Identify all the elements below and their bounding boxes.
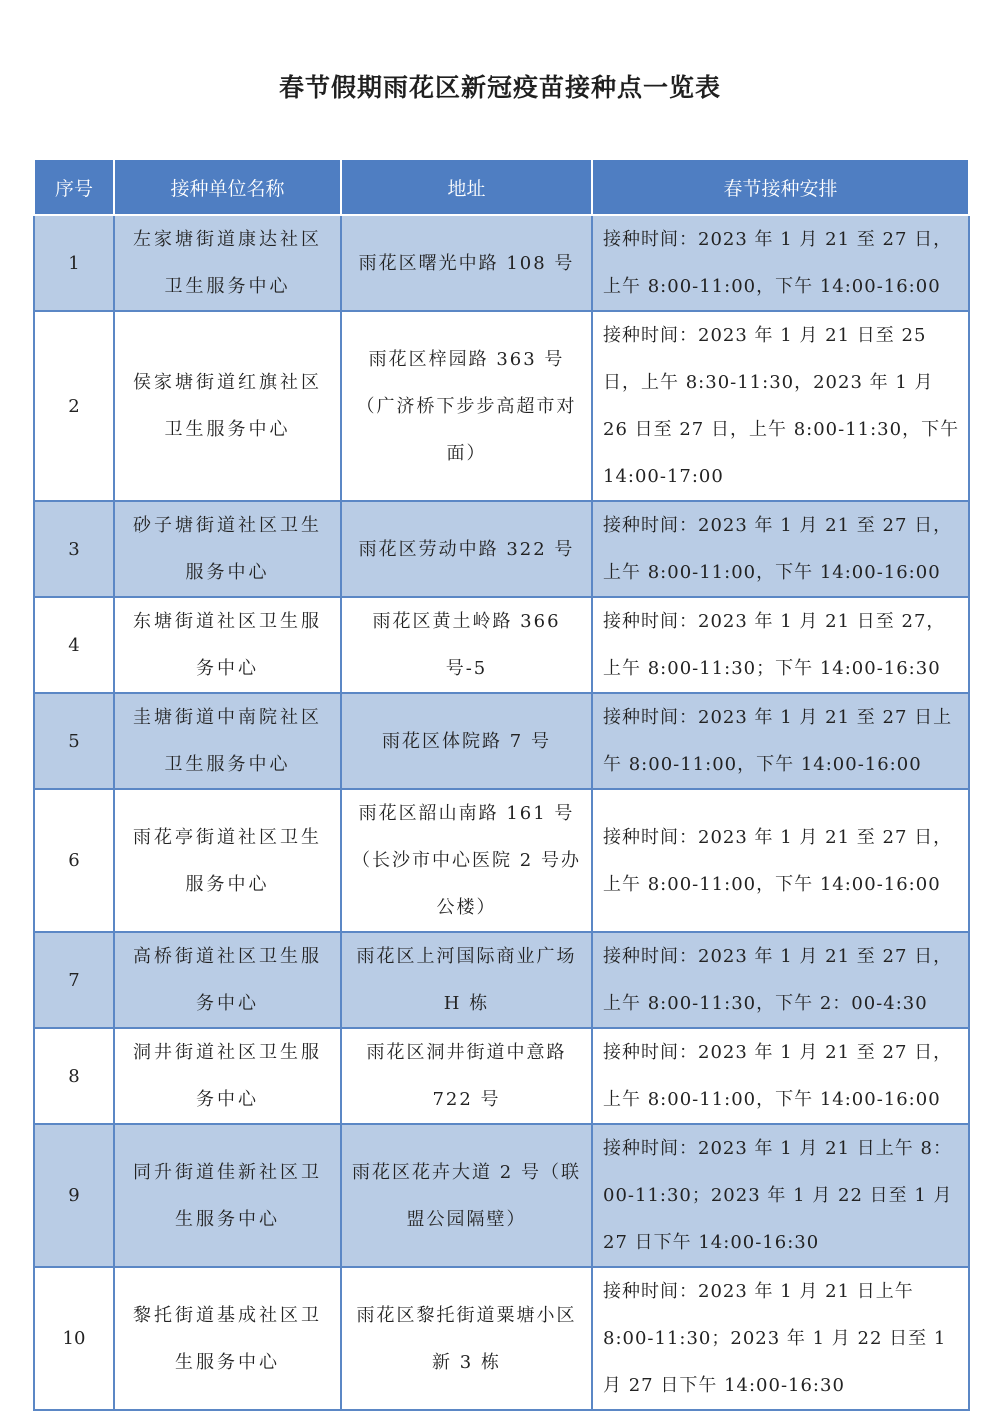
site-name: 雨花亭街道社区卫生服务中心 [114,789,341,932]
table-row [34,215,969,311]
site-schedule: 接种时间：2023 年 1 月 21 至 27 日上午 8:00-11:00，下午 14:00-16:00 [592,693,969,789]
header-no: 序号 [34,159,114,215]
row-no: 3 [34,501,114,597]
header-address: 地址 [341,159,592,215]
table-header-row [34,159,969,215]
site-schedule: 接种时间：2023 年 1 月 21 至 27 日，上午 8:00-11:00，下午 14:00-16:00 [592,215,969,311]
site-name: 左家塘街道康达社区卫生服务中心 [114,215,341,311]
table-row [34,1028,969,1124]
row-no: 2 [34,311,114,501]
site-name: 高桥街道社区卫生服务中心 [114,932,341,1028]
site-schedule: 接种时间：2023 年 1 月 21 日至 25 日，上午 8:30-11:30，2023 年 1 月 26 日至 27 日，上午 8:00-11:30，下午 14:00-17:00 [592,311,969,501]
row-no: 8 [34,1028,114,1124]
table-row [34,1267,969,1410]
site-name: 侯家塘街道红旗社区卫生服务中心 [114,311,341,501]
site-address: 雨花区体院路 7 号 [341,693,592,789]
site-address: 雨花区黄土岭路 366 号-5 [341,597,592,693]
site-schedule: 接种时间：2023 年 1 月 21 日上午 8：00-11:30；2023 年 1 月 22 日至 1 月 27 日下午 14:00-16:30 [592,1124,969,1267]
site-schedule: 接种时间：2023 年 1 月 21 至 27 日，上午 8:00-11:30，下午 2：00-4:30 [592,932,969,1028]
site-schedule: 接种时间：2023 年 1 月 21 日上午 8:00-11:30；2023 年 1 月 22 日至 1 月 27 日下午 14:00-16:30 [592,1267,969,1410]
row-no: 6 [34,789,114,932]
row-no: 9 [34,1124,114,1267]
vaccination-sites-table [33,158,970,1411]
row-no: 7 [34,932,114,1028]
header-name: 接种单位名称 [114,159,341,215]
site-address: 雨花区黎托街道粟塘小区新 3 栋 [341,1267,592,1410]
site-address: 雨花区上河国际商业广场 H 栋 [341,932,592,1028]
site-schedule: 接种时间：2023 年 1 月 21 至 27 日，上午 8:00-11:00，下午 14:00-16:00 [592,789,969,932]
site-name: 黎托街道基成社区卫生服务中心 [114,1267,341,1410]
table-row [34,501,969,597]
site-name: 同升街道佳新社区卫生服务中心 [114,1124,341,1267]
site-address: 雨花区曙光中路 108 号 [341,215,592,311]
site-schedule: 接种时间：2023 年 1 月 21 至 27 日，上午 8:00-11:00，下午 14:00-16:00 [592,501,969,597]
page-title: 春节假期雨花区新冠疫苗接种点一览表 [278,73,721,102]
table-row [34,597,969,693]
site-name: 砂子塘街道社区卫生服务中心 [114,501,341,597]
table-row [34,1124,969,1267]
site-name: 圭塘街道中南院社区卫生服务中心 [114,693,341,789]
header-schedule: 春节接种安排 [592,159,969,215]
row-no: 10 [34,1267,114,1410]
site-schedule: 接种时间：2023 年 1 月 21 日至 27，上午 8:00-11:30；下午 14:00-16:30 [592,597,969,693]
site-schedule: 接种时间：2023 年 1 月 21 至 27 日，上午 8:00-11:00，下午 14:00-16:00 [592,1028,969,1124]
table-row [34,932,969,1028]
site-name: 东塘街道社区卫生服务中心 [114,597,341,693]
site-name: 洞井街道社区卫生服务中心 [114,1028,341,1124]
table-row [34,789,969,932]
site-address: 雨花区劳动中路 322 号 [341,501,592,597]
row-no: 1 [34,215,114,311]
site-address: 雨花区梓园路 363 号（广济桥下步步高超市对面） [341,311,592,501]
row-no: 4 [34,597,114,693]
site-address: 雨花区韶山南路 161 号（长沙市中心医院 2 号办公楼） [341,789,592,932]
row-no: 5 [34,693,114,789]
table-row [34,311,969,501]
table-row [34,693,969,789]
site-address: 雨花区花卉大道 2 号（联盟公园隔壁） [341,1124,592,1267]
site-address: 雨花区洞井街道中意路 722 号 [341,1028,592,1124]
